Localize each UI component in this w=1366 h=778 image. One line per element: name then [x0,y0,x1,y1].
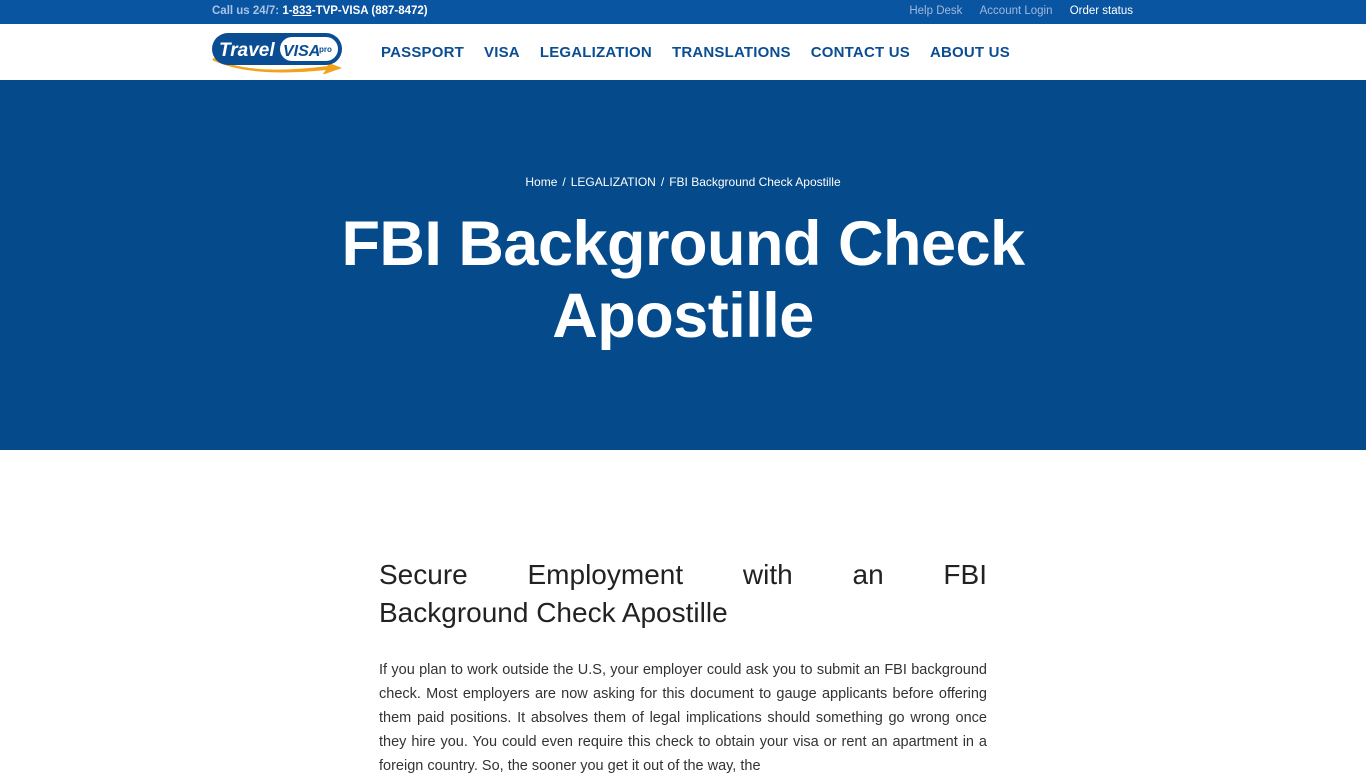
top-links [895,5,1133,17]
nav-visa[interactable]: VISA [484,44,520,61]
page-title-line2: Apostille [552,281,814,351]
hero-banner [0,80,1366,450]
call-us-text [212,5,428,17]
breadcrumb-legalization[interactable]: LEGALIZATION [570,175,656,189]
logo-icon [210,30,344,74]
nav-contact-us[interactable]: CONTACT US [810,44,910,61]
help-desk-link[interactable]: Help Desk [909,5,963,17]
section-heading-line2: Background Check Apostille [379,597,728,628]
breadcrumb-home[interactable]: Home [525,175,558,189]
breadcrumb-current: FBI Background Check Apostille [669,175,841,189]
breadcrumb-separator: / [660,175,665,189]
account-login-link[interactable]: Account Login [979,5,1053,17]
svg-text:pro: pro [319,45,332,54]
breadcrumb [0,175,1366,189]
nav-about-us[interactable]: ABOUT US [929,44,1010,61]
main-content [379,556,987,778]
page-title-line1: FBI Background Check [341,209,1025,279]
top-bar [0,0,1366,24]
intro-paragraph: If you plan to work outside the U.S, your employer could ask you to submit an FBI background check. Most employers are now asking for this document to gauge applicants before offering them paid positions. It absolves them of legal implications should something go wrong once they hire you. You could even require this check to obtain your visa or rent an apartment in a foreign country. So, the sooner you get it out of the way, the [379,662,987,774]
section-heading-line1: Secure Employment with an FBI [379,559,987,590]
breadcrumb-separator: / [562,175,566,189]
nav-passport[interactable]: PASSPORT [381,44,465,61]
page-title [283,208,1083,352]
order-status-link[interactable]: Order status [1069,5,1133,17]
svg-text:VISA: VISA [283,43,321,60]
phone-number-link[interactable]: 1-833-TVP-VISA (887-8472) [282,5,428,17]
site-header [0,24,1366,80]
call-prefix: Call us 24/7: [212,5,283,17]
svg-text:Travel: Travel [219,40,275,61]
nav-legalization[interactable]: LEGALIZATION [539,44,652,61]
section-heading [379,556,987,632]
nav-translations[interactable]: TRANSLATIONS [671,44,791,61]
travel-visa-pro-logo[interactable] [210,30,344,74]
main-nav [381,44,1030,61]
